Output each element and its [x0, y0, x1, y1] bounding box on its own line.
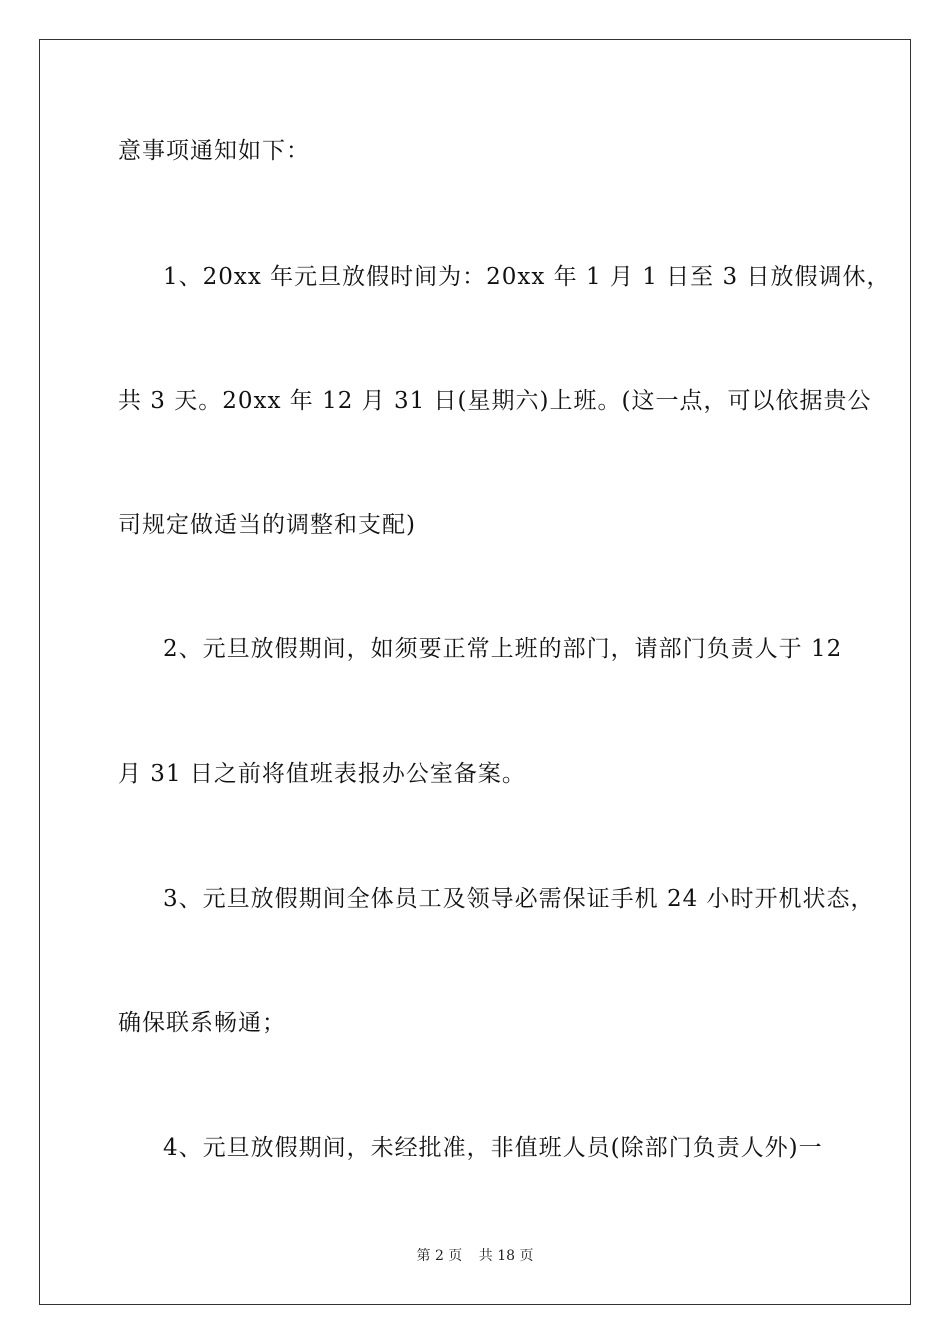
body-line-9: 4、元旦放假期间，未经批准，非值班人员(除部门负责人外)一	[163, 1135, 823, 1161]
body-line-7: 3、元旦放假期间全体员工及领导必需保证手机 24 小时开机状态，	[163, 886, 875, 912]
page-footer	[0, 1247, 950, 1265]
body-line-6: 月 31 日之前将值班表报办公室备案。	[118, 761, 526, 787]
body-line-2: 1、20xx 年元旦放假时间为：20xx 年 1 月 1 日至 3 日放假调休，	[163, 264, 891, 290]
body-line-1: 意事项通知如下：	[118, 138, 310, 164]
body-line-3: 共 3 天。20xx 年 12 月 31 日(星期六)上班。(这一点，可以依据贵公	[118, 388, 872, 414]
body-line-4: 司规定做适当的调整和支配)	[118, 512, 416, 538]
page-total: 共 18 页	[478, 1248, 534, 1264]
body-line-8: 确保联系畅通；	[118, 1010, 286, 1036]
body-line-5: 2、元旦放假期间，如须要正常上班的部门，请部门负责人于 12	[163, 636, 843, 662]
page-number: 第 2 页	[416, 1248, 463, 1264]
page-border	[39, 39, 911, 1305]
